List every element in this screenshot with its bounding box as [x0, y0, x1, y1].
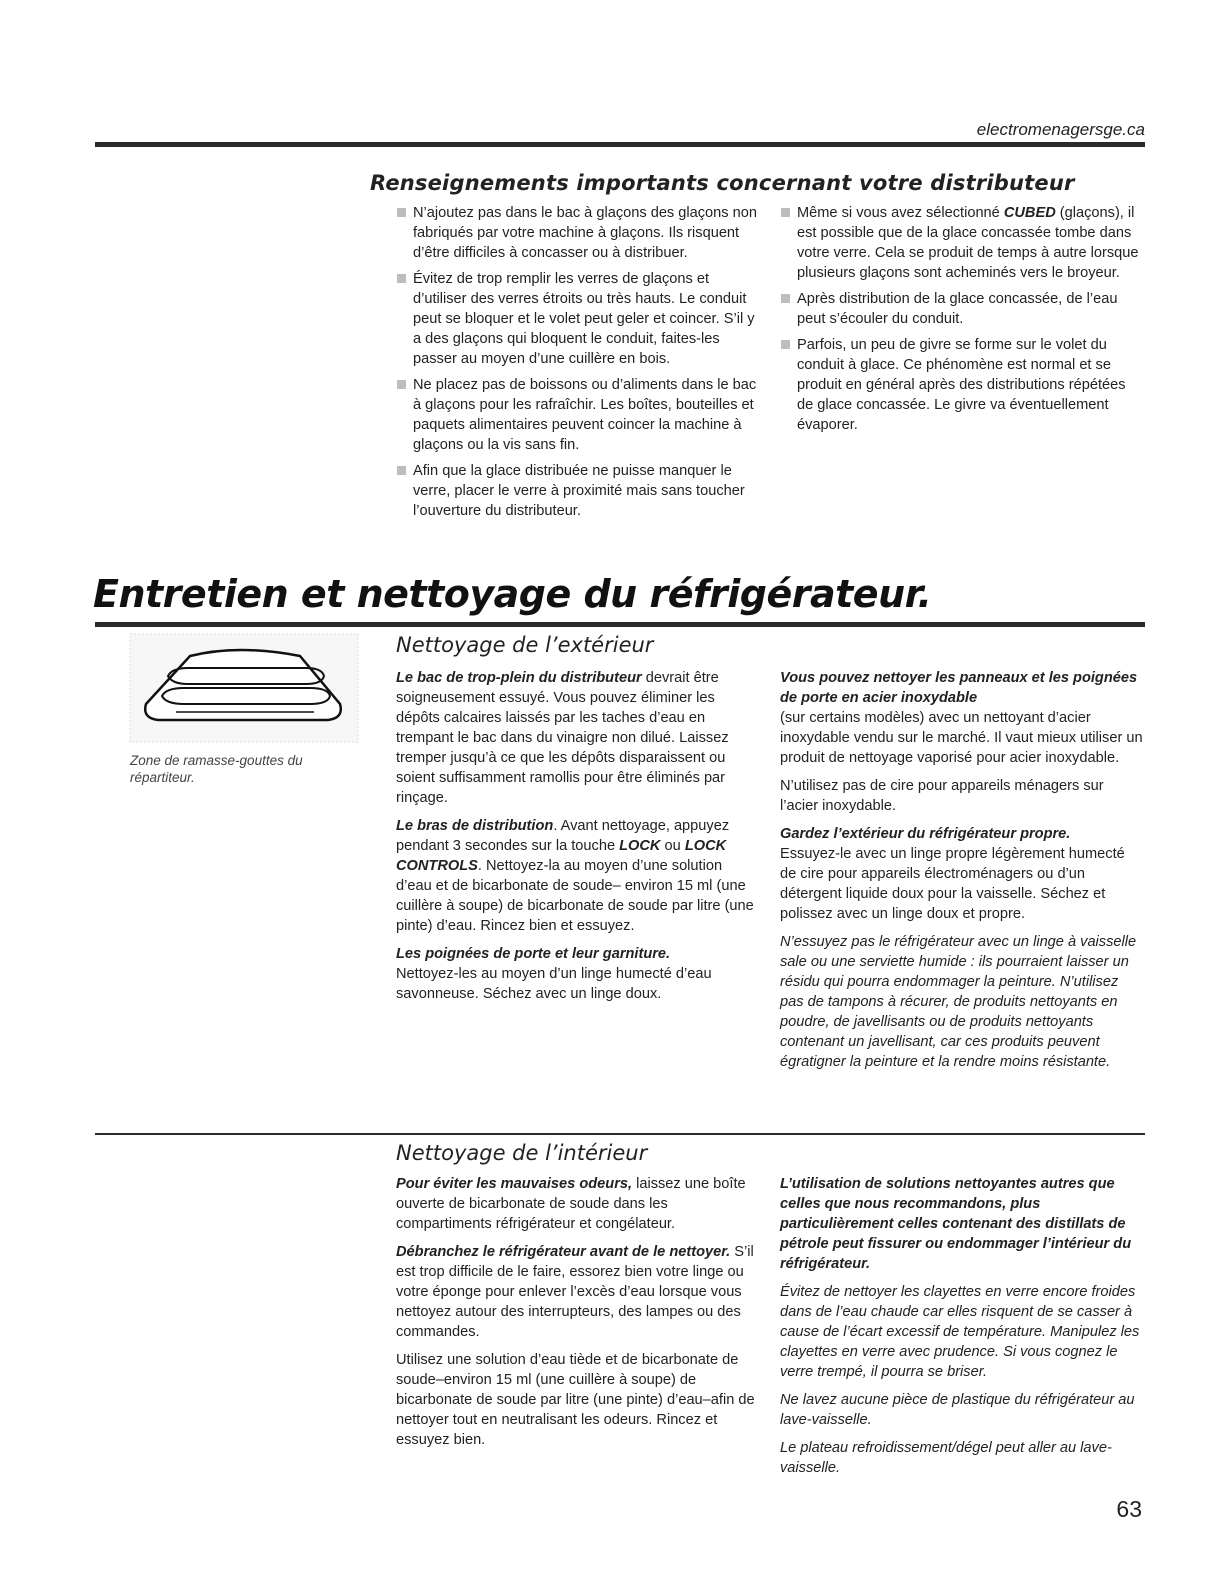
interior-paragraph: Ne lavez aucune pièce de plastique du réfrigérateur au lave-vaisselle. — [780, 1392, 1135, 1428]
exterior-paragraph: Le bras de distribution. Avant nettoyage, appuyez pendant 3 secondes sur la touche LOCK ou LOCK CONTROLS. Nettoyez-la au moyen d’une solution d’eau et de bicarbonate de soude– environ 15 ml (une cuillère à soupe) de bicarbonate de soude par litre (une pinte) d’eau. Rincez bien et essuyez. — [396, 818, 754, 934]
dispenser-section-title: Renseignements importants concernant votre distributeur — [370, 171, 1075, 195]
dispenser-right-column — [780, 203, 1145, 441]
bullet-square-icon — [781, 208, 790, 217]
main-title: Entretien et nettoyage du réfrigérateur. — [93, 572, 932, 616]
interior-paragraph: Pour éviter les mauvaises odeurs, laissez une boîte ouverte de bicarbonate de soude dans les compartiments réfrigérateur et congélateur. — [396, 1176, 746, 1232]
dispenser-bullet: Même si vous avez sélectionné CUBED (glaçons), il est possible que de la glace concassée tombe dans votre verre. Cela se produit de temps à autre lorsque plusieurs glaçons sont acheminés vers le broyeur. — [780, 203, 1145, 283]
page-number: 63 — [1116, 1496, 1142, 1522]
section-divider — [95, 1133, 1145, 1135]
interior-section-title: Nettoyage de l’intérieur — [396, 1141, 648, 1165]
dispenser-bullet: Parfois, un peu de givre se forme sur le volet du conduit à glace. Ce phénomène est normal et se produit en général après des distributions répétées de glace concassée. Le givre va éventuellement évaporer. — [780, 335, 1145, 435]
bullet-square-icon — [397, 380, 406, 389]
bullet-square-icon — [397, 466, 406, 475]
exterior-paragraph: N’utilisez pas de cire pour appareils ménagers sur l’acier inoxydable. — [780, 778, 1104, 814]
main-title-rule — [95, 622, 1145, 627]
bullet-square-icon — [781, 340, 790, 349]
drip-tray-illustration — [128, 632, 360, 744]
bullet-square-icon — [397, 274, 406, 283]
exterior-right-column — [780, 668, 1145, 1080]
dispenser-left-column — [396, 203, 758, 527]
figure-caption: Zone de ramasse-gouttes du répartiteur. — [130, 753, 303, 785]
interior-paragraph: Débranchez le réfrigérateur avant de le nettoyer. S’il est trop difficile de le faire, essorez bien votre linge ou votre éponge pour enlever l’excès d’eau lorsque vous nettoyez autour des interrupteurs, des lampes ou des commandes. — [396, 1244, 754, 1340]
site-url: electromenagersge.ca — [976, 120, 1145, 139]
exterior-warning: N’essuyez pas le réfrigérateur avec un linge à vaisselle sale ou une serviette humide : ils pourraient laisser un résidu qui pourra endommager la peinture. N’utilisez pas de tampons à récurer, de produits nettoyants en poudre, de javellisants ou de produits nettoyants contenant un javellisant, car ces produits peuvent égratigner la peinture et la rendre moins résistante. — [780, 934, 1137, 1070]
dispenser-bullet: Ne placez pas de boissons ou d’aliments dans le bac à glaçons pour les rafraîchir. Les boîtes, bouteilles et paquets alimentaires peuvent coincer la machine à glaçons ou la vis sans fin. — [396, 375, 758, 455]
drip-tray-icon — [128, 632, 360, 744]
interior-warning-heading: L’utilisation de solutions nettoyantes autres que celles que nous recommandons, plus particulièrement celles contenant des distillats de pétrole peut fissurer ou endommager l’intérieur du réfrigérateur. — [780, 1176, 1132, 1272]
interior-left-column — [396, 1174, 758, 1458]
exterior-paragraph: Vous pouvez nettoyer les panneaux et les poignées de porte en acier inoxydable (sur certains modèles) avec un nettoyant d’acier inoxydable vendu sur le marché. Il vaut mieux utiliser un produit de nettoyage vaporisé pour acier inoxydable. — [780, 670, 1143, 766]
cubed-label: CUBED — [1003, 205, 1056, 221]
exterior-paragraph: Le bac de trop-plein du distributeur devrait être soigneusement essuyé. Vous pouvez éliminer les dépôts calcaires laissés par les taches d’eau en trempant le bac dans du vinaigre non dilué. Laissez tremper jusqu’à ce que les dépôts disparaissent ou soient suffisamment ramollis pour être éliminés par rinçage. — [396, 670, 729, 806]
exterior-paragraph: Gardez l’extérieur du réfrigérateur propre. Essuyez-le avec un linge propre légèrement humecté de cire pour appareils électroménagers ou d’un détergent liquide doux pour la vaisselle. Séchez et polissez avec un linge doux et propre. — [780, 826, 1125, 922]
exterior-left-column — [396, 668, 758, 1012]
header-rule — [95, 142, 1145, 147]
interior-right-column — [780, 1174, 1145, 1486]
bullet-square-icon — [781, 294, 790, 303]
exterior-paragraph: Les poignées de porte et leur garniture. Nettoyez-les au moyen d’un linge humecté d’eau savonneuse. Séchez avec un linge doux. — [396, 946, 712, 1002]
exterior-section-title: Nettoyage de l’extérieur — [396, 633, 654, 657]
dispenser-bullet: N’ajoutez pas dans le bac à glaçons des glaçons non fabriqués par votre machine à glaçons. Ils risquent d’être difficiles à concasser ou à distribuer. — [396, 203, 758, 263]
dispenser-bullet: Après distribution de la glace concassée, de l’eau peut s’écouler du conduit. — [780, 289, 1145, 329]
interior-paragraph: Évitez de nettoyer les clayettes en verre encore froides dans de l’eau chaude car elles risquent de se casser à cause de l’écart excessif de température. Manipulez les clayettes en verre avec prudence. Si vous cognez le verre trempé, il pourra se briser. — [780, 1284, 1140, 1380]
dispenser-bullet: Évitez de trop remplir les verres de glaçons et d’utiliser des verres étroits ou très hauts. Le conduit peut se bloquer et le volet peut geler et coincer. S’il y a des glaçons qui bloquent le conduit, faites-les passer au moyen d’une cuillère en bois. — [396, 269, 758, 369]
interior-paragraph: Utilisez une solution d’eau tiède et de bicarbonate de soude–environ 15 ml (une cuillère à soupe) de bicarbonate de soude par litre (une pinte) d’eau–afin de nettoyer tout en neutralisant les odeurs. Rincez et essuyez bien. — [396, 1352, 755, 1448]
interior-paragraph: Le plateau refroidissement/dégel peut aller au lave-vaisselle. — [780, 1440, 1112, 1476]
dispenser-bullet: Afin que la glace distribuée ne puisse manquer le verre, placer le verre à proximité mais sans toucher l’ouverture du distributeur. — [396, 461, 758, 521]
bullet-square-icon — [397, 208, 406, 217]
